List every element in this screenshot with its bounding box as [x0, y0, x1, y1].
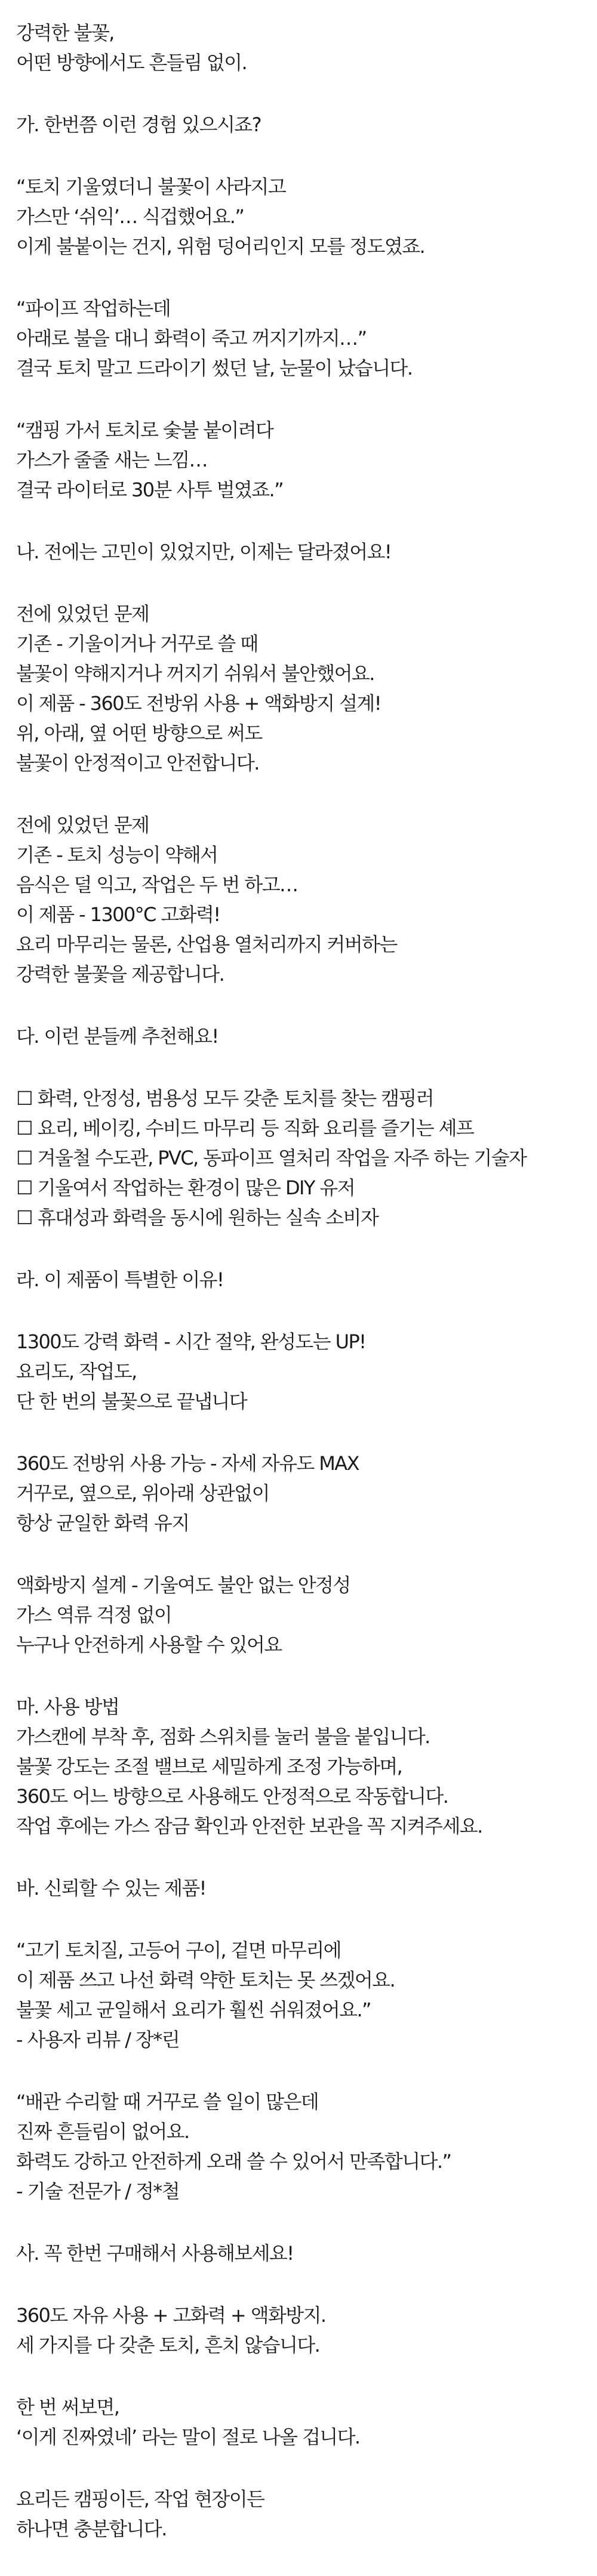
text-line: 가스 역류 걱정 없이	[16, 1604, 172, 1626]
paragraph	[16, 1021, 597, 1051]
text-line: ☐ 겨울철 수도관, PVC, 동파이프 열처리 작업을 자주 하는 기술자	[16, 1147, 527, 1169]
text-line: - 기술 전문가 / 정*철	[16, 2180, 180, 2203]
text-line: 결국 라이터로 30분 사투 벌였죠.”	[16, 478, 284, 501]
text-line: 이게 불붙이는 건지, 위험 덩어리인지 모를 정도였죠.	[16, 235, 425, 258]
text-line: 다. 이런 분들께 추천해요!	[16, 1025, 219, 1048]
paragraph	[16, 1448, 597, 1538]
paragraph	[16, 1083, 597, 1233]
text-line: 위, 아래, 옆 어떤 방향으로 써도	[16, 722, 262, 745]
paragraph	[16, 294, 597, 383]
text-line: 사. 꼭 한번 구매해서 사용해보세요!	[16, 2242, 294, 2265]
text-line: 음식은 덜 익고, 작업은 두 번 하고…	[16, 873, 298, 896]
paragraph	[16, 2392, 597, 2452]
paragraph	[16, 1570, 597, 1660]
text-line: 360도 자유 사용 + 고화력 + 액화방지.	[16, 2304, 326, 2327]
text-line: 바. 신뢰할 수 있는 제품!	[16, 1877, 206, 1899]
document-body	[0, 18, 597, 2576]
text-line: 화력도 강하고 안전하게 오래 쓸 수 있어서 만족합니다.”	[16, 2150, 451, 2173]
paragraph	[16, 2484, 597, 2544]
text-line: 가스캔에 부착 후, 점화 스위치를 눌러 불을 붙입니다.	[16, 1725, 430, 1748]
text-line: ☐ 기울여서 작업하는 환경이 많은 DIY 유저	[16, 1176, 355, 1199]
text-line: 나. 전에는 고민이 있었지만, 이제는 달라졌어요!	[16, 540, 392, 563]
text-line: 마. 사용 방법	[16, 1695, 119, 1718]
paragraph	[16, 1327, 597, 1416]
paragraph	[16, 2238, 597, 2268]
paragraph	[16, 2087, 597, 2206]
text-line: “토치 기울였더니 불꽃이 사라지고	[16, 175, 286, 198]
text-line: 강력한 불꽃을 제공합니다.	[16, 963, 224, 986]
text-line: 가. 한번쯤 이런 경험 있으시죠?	[16, 113, 261, 136]
text-line: 항상 균일한 화력 유지	[16, 1512, 189, 1534]
paragraph	[16, 1935, 597, 2055]
text-line: 1300도 강력 화력 - 시간 절약, 완성도는 UP!	[16, 1330, 366, 1353]
paragraph	[16, 415, 597, 505]
text-line: “파이프 작업하는데	[16, 297, 171, 320]
text-line: 전에 있었던 문제	[16, 603, 149, 625]
text-line: 불꽃이 안정적이고 안전합니다.	[16, 752, 259, 774]
text-line: 액화방지 설계 - 기울여도 불안 없는 안정성	[16, 1574, 350, 1596]
text-line: 기존 - 기울이거나 거꾸로 쓸 때	[16, 632, 258, 655]
text-line: 진짜 흔들림이 없어요.	[16, 2120, 189, 2143]
text-line: 가스만 ‘쉬익’… 식겁했어요.”	[16, 205, 244, 228]
text-line: - 사용자 리뷰 / 장*린	[16, 2028, 180, 2051]
text-line: “고기 토치질, 고등어 구이, 겉면 마무리에	[16, 1939, 341, 1962]
text-line: 기존 - 토치 성능이 약해서	[16, 844, 218, 866]
text-line: 요리도, 작업도,	[16, 1360, 137, 1383]
text-line: “배관 수리할 때 거꾸로 쓸 일이 많은데	[16, 2090, 319, 2113]
paragraph	[16, 1873, 597, 1903]
text-line: 불꽃이 약해지거나 꺼지기 쉬워서 불안했어요.	[16, 662, 374, 685]
paragraph	[16, 1692, 597, 1841]
text-line: ☐ 휴대성과 화력을 동시에 원하는 실속 소비자	[16, 1206, 378, 1229]
text-line: 이 제품 - 360도 전방위 사용 + 액화방지 설계!	[16, 692, 381, 715]
text-line: 아래로 불을 대니 화력이 죽고 꺼지기까지…”	[16, 327, 367, 350]
paragraph	[16, 172, 597, 261]
text-line: 어떤 방향에서도 흔들림 없이.	[16, 51, 247, 74]
text-line: “캠핑 가서 토치로 숯불 붙이려다	[16, 419, 273, 441]
text-line: 단 한 번의 불꽃으로 끝냅니다	[16, 1390, 247, 1413]
text-line: 360도 전방위 사용 가능 - 자세 자유도 MAX	[16, 1452, 359, 1475]
paragraph	[16, 110, 597, 140]
text-line: 세 가지를 다 갖춘 토치, 흔치 않습니다.	[16, 2334, 320, 2356]
text-line: 가스가 줄줄 새는 느낌…	[16, 449, 207, 471]
text-line: 누구나 안전하게 사용할 수 있어요	[16, 1633, 282, 1656]
text-line: 라. 이 제품이 특별한 이유!	[16, 1268, 224, 1291]
text-line: 결국 토치 말고 드라이기 썼던 날, 눈물이 났습니다.	[16, 357, 413, 379]
text-line: 요리 마무리는 물론, 산업용 열처리까지 커버하는	[16, 933, 397, 956]
text-line: 이 제품 쓰고 나선 화력 약한 토치는 못 쓰겠어요.	[16, 1969, 395, 1991]
paragraph	[16, 810, 597, 989]
paragraph	[16, 599, 597, 778]
text-line: 요리든 캠핑이든, 작업 현장이든	[16, 2488, 264, 2510]
text-line: 360도 어느 방향으로 사용해도 안정적으로 작동합니다.	[16, 1785, 448, 1808]
text-line: ☐ 요리, 베이킹, 수비드 마무리 등 직화 요리를 즐기는 셰프	[16, 1117, 474, 1139]
text-line: ‘이게 진짜였네’ 라는 말이 절로 나올 겁니다.	[16, 2426, 360, 2448]
text-line: 전에 있었던 문제	[16, 814, 149, 836]
paragraph	[16, 537, 597, 567]
text-line: 거꾸로, 옆으로, 위아래 상관없이	[16, 1482, 269, 1505]
text-line: 불꽃 강도는 조절 밸브로 세밀하게 조정 가능하며,	[16, 1755, 402, 1778]
text-line: 작업 후에는 가스 잠금 확인과 안전한 보관을 꼭 지켜주세요.	[16, 1815, 482, 1837]
text-line: 한 번 써보면,	[16, 2396, 119, 2419]
paragraph	[16, 18, 597, 78]
text-line: 이 제품 - 1300°C 고화력!	[16, 903, 220, 926]
text-line: 강력한 불꽃,	[16, 21, 114, 44]
text-line: ☐ 화력, 안정성, 범용성 모두 갖춘 토치를 찾는 캠핑러	[16, 1087, 434, 1110]
text-line: 하나면 충분합니다.	[16, 2518, 167, 2540]
text-line: 불꽃 세고 균일해서 요리가 훨씬 쉬워졌어요.”	[16, 1999, 371, 2021]
paragraph	[16, 1265, 597, 1295]
paragraph	[16, 2300, 597, 2360]
